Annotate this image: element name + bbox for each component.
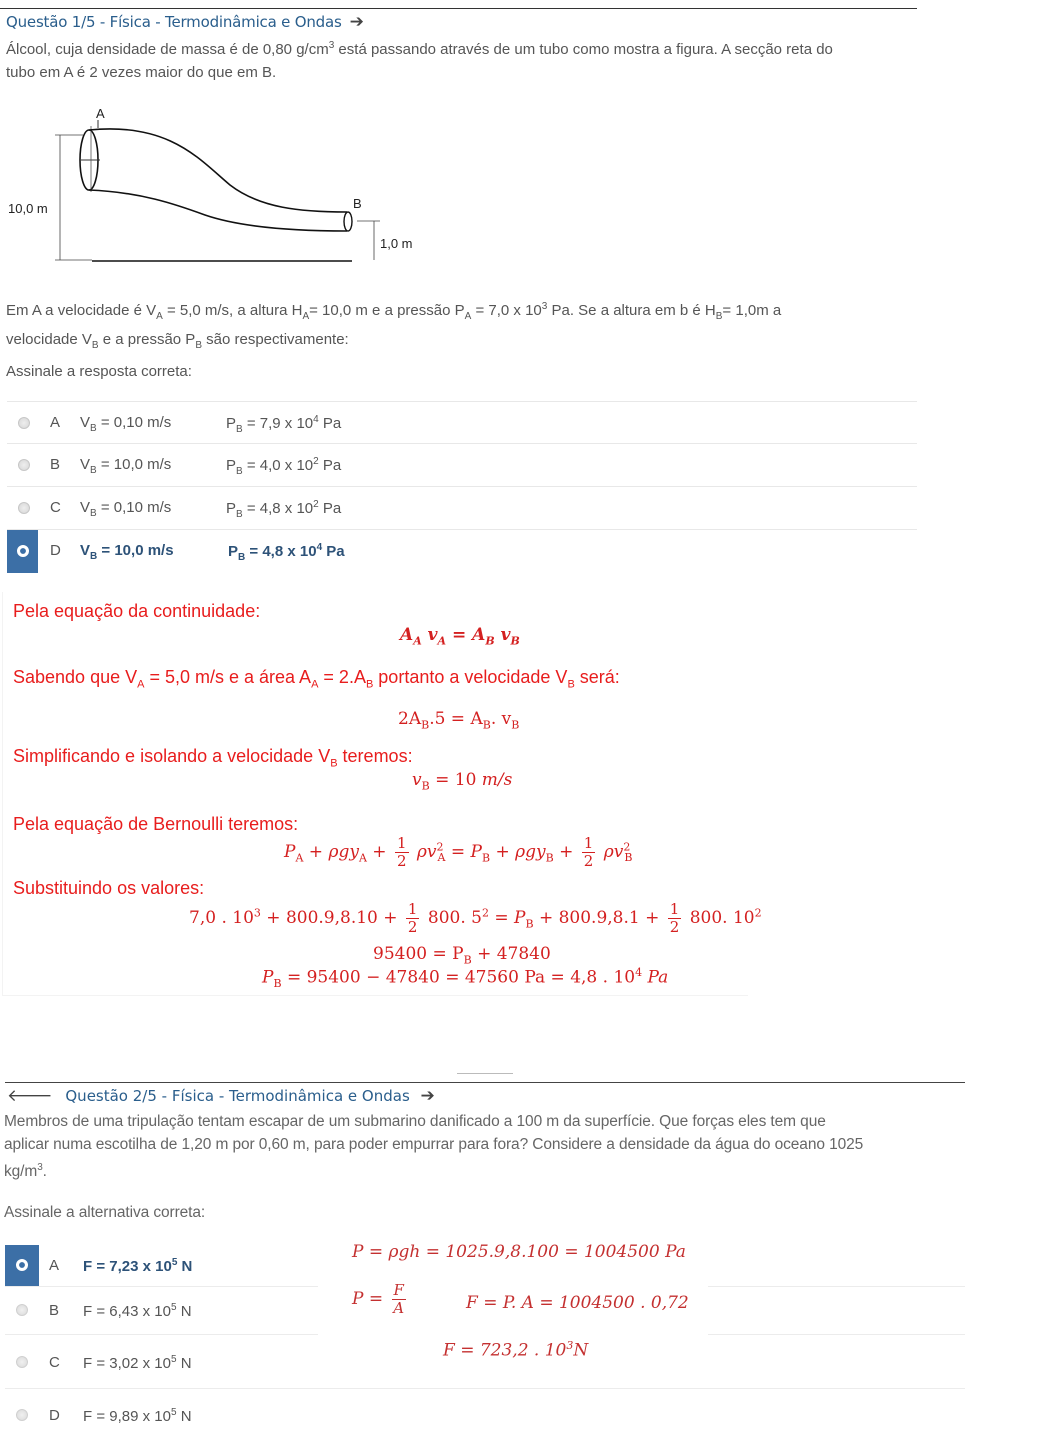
option-force — [83, 1302, 192, 1320]
force-unit: N — [176, 1355, 192, 1372]
eq-part: ρv — [411, 842, 437, 862]
option-velocity — [80, 542, 174, 562]
q2-option-d[interactable] — [5, 1389, 965, 1439]
text: Sabendo que V — [13, 667, 138, 687]
stem-text: = 1,0m a — [722, 302, 782, 319]
eq-part: P — [262, 967, 274, 988]
text: Simplificando e isolando a velocidade V — [13, 746, 331, 766]
fraction — [406, 901, 420, 936]
stem-text: = 5,0 m/s, a altura H — [162, 302, 303, 319]
numerator: F — [393, 1281, 404, 1299]
option-force — [83, 1407, 192, 1425]
intro-line: Membros de uma tripulação tentam escapar de um submarino danificado a 100 m da superfície. Que forças eles tem que — [4, 1113, 826, 1130]
eq-part: + — [366, 842, 392, 862]
force-sup: 5 — [170, 1407, 177, 1418]
question-1-intro — [6, 34, 916, 84]
option-a[interactable] — [7, 401, 917, 444]
eq-part: 800. 10 — [684, 908, 755, 928]
equation-vb — [412, 770, 512, 792]
eq-part: + — [553, 842, 579, 862]
intro-text-2: está passando através de um tubo como mostra a figura. A secção reta do — [334, 41, 833, 58]
equation-step-2 — [373, 944, 551, 966]
eq-part: = 10 — [429, 770, 482, 790]
eq-sub: A — [413, 634, 422, 648]
top-divider — [0, 8, 917, 9]
eq-sub: B — [525, 917, 534, 931]
numerator: 1 — [583, 834, 594, 852]
question-2-divider — [5, 1082, 965, 1083]
p-symbol: P — [226, 457, 237, 474]
eq-sub: B — [463, 953, 472, 967]
p-sub: B — [236, 509, 243, 520]
p-sup: 4 — [316, 542, 323, 553]
p-sub: B — [238, 552, 246, 563]
option-pressure — [228, 542, 345, 563]
p-unit: Pa — [322, 543, 345, 560]
intro-text: Álcool, cuja densidade de massa é de 0,80 g/cm — [6, 41, 329, 58]
figure-label-b: B — [353, 196, 362, 211]
sub: B — [365, 678, 374, 691]
equation-force: F = P. A = 1004500 . 0,72 — [466, 1293, 689, 1313]
radio-button[interactable] — [16, 1409, 28, 1421]
p-sup: 2 — [313, 499, 319, 510]
equation-continuity — [400, 625, 520, 647]
radio-button-selected[interactable] — [16, 1259, 28, 1271]
stem-text: = 7,0 x 10 — [471, 302, 542, 319]
solution-heading-knowing — [13, 667, 620, 691]
question-1-prompt: Assinale a resposta correta: — [6, 363, 192, 380]
radio-button[interactable] — [18, 459, 30, 471]
p-value: = 7,9 x 10 — [242, 415, 314, 432]
eq-part: + ρgy — [303, 842, 359, 862]
eq-part: N — [573, 1340, 589, 1361]
text: teremos: — [337, 746, 413, 766]
eq-sub: B — [421, 718, 430, 732]
fraction — [395, 835, 409, 870]
figure-label-a: A — [96, 106, 105, 121]
equation-pressure: P = ρgh = 1025.9,8.100 = 1004500 Pa — [352, 1242, 686, 1262]
equation-substitution-1 — [398, 709, 519, 731]
v-value: = 10,0 m/s — [97, 542, 174, 559]
denominator: A — [393, 1299, 405, 1317]
page-mark — [457, 1073, 513, 1074]
v-value: = 0,10 m/s — [96, 414, 172, 431]
stem-text: e a pressão P — [98, 331, 196, 348]
eq-part: m/s — [481, 770, 513, 790]
eq-part: = A — [446, 625, 486, 645]
sub: B — [567, 678, 575, 691]
pipe-top-wall — [89, 129, 347, 212]
question-1-title-text: Questão 1/5 - Física - Termodinâmica e Ondas — [6, 13, 342, 31]
eq-part: = P — [445, 842, 482, 862]
v-sub: B — [90, 508, 97, 519]
radio-button-selected[interactable] — [17, 545, 29, 557]
solution-heading-substitute: Substituindo os valores: — [13, 878, 205, 898]
option-letter: C — [49, 1354, 60, 1371]
force-unit: N — [176, 1303, 192, 1320]
option-letter: A — [50, 414, 61, 431]
solution-heading-bernoulli: Pela equação de Bernoulli teremos: — [13, 814, 299, 834]
eq-sub: A — [437, 851, 446, 865]
option-b[interactable] — [7, 444, 917, 487]
option-letter: C — [50, 499, 61, 516]
force-sup: 5 — [171, 1257, 178, 1268]
option-letter: B — [50, 456, 61, 473]
text: = 5,0 m/s e a área A — [144, 667, 312, 687]
eq-part: . v — [490, 709, 512, 729]
eq-part: v — [412, 770, 422, 790]
question-2-prompt: Assinale a alternativa correta: — [4, 1204, 206, 1221]
prev-arrow-icon[interactable]: 🡐 — [7, 1086, 53, 1106]
eq-sup: 3 — [566, 1339, 574, 1352]
option-force — [83, 1257, 192, 1275]
eq-part: Pa — [642, 967, 669, 988]
option-pressure — [226, 499, 341, 520]
p-unit: Pa — [318, 457, 342, 474]
p-sub: B — [236, 466, 243, 477]
eq-sub: B — [481, 851, 491, 865]
eq-part: F = 723,2 . 10 — [443, 1340, 567, 1361]
stem-sub: A — [464, 311, 472, 322]
question-2-title-text: Questão 2/5 - Física - Termodinâmica e Ondas — [65, 1087, 410, 1105]
fraction — [392, 1282, 406, 1317]
stem-text: Em A a velocidade é V — [6, 302, 157, 319]
p-value: = 4,8 x 10 — [242, 500, 314, 517]
eq-part: P = — [352, 1289, 389, 1309]
v-symbol: V — [80, 499, 91, 516]
radio-button[interactable] — [18, 502, 30, 514]
sub: B — [330, 757, 338, 770]
v-sub: B — [90, 423, 97, 434]
pipe-figure — [0, 100, 440, 275]
option-velocity — [80, 499, 171, 519]
sub: A — [137, 678, 145, 691]
v-symbol: V — [80, 414, 91, 431]
numerator: 1 — [396, 834, 407, 852]
solution-heading-simplify — [13, 746, 413, 770]
next-arrow-icon[interactable]: ➔ — [349, 12, 364, 32]
question-1-title — [6, 12, 364, 32]
stem-text: são respectivamente: — [201, 331, 349, 348]
stem-sub: A — [156, 311, 163, 322]
eq-part: v — [421, 625, 438, 645]
numerator: 1 — [669, 900, 680, 918]
eq-sup: 2 — [481, 906, 489, 920]
stem-sub: B — [715, 311, 723, 322]
option-letter: B — [49, 1302, 60, 1319]
equation-bernoulli-values — [189, 901, 762, 936]
question-2-intro — [4, 1110, 1004, 1183]
eq-sup: 3 — [253, 906, 261, 920]
p-value: = 4,0 x 10 — [242, 457, 314, 474]
stem-text: Pa. Se a altura em b é H — [547, 302, 716, 319]
equation-result — [262, 966, 668, 990]
figure-height-a: 10,0 m — [8, 201, 48, 216]
eq-sub: B — [273, 977, 282, 991]
option-letter: D — [49, 1407, 60, 1424]
v-sub: B — [90, 551, 98, 562]
eq-sup: 2 — [754, 906, 762, 920]
eq-part: A — [400, 625, 414, 645]
denominator: 2 — [396, 852, 407, 870]
option-velocity — [80, 414, 171, 434]
eq-part: + 47840 — [471, 944, 551, 964]
eq-part: 95400 = P — [373, 944, 464, 964]
eq-part: + ρgy — [490, 842, 546, 862]
eq-sub: A — [358, 851, 367, 865]
p-unit: Pa — [318, 500, 342, 517]
numerator: 1 — [407, 900, 418, 918]
denominator: 2 — [669, 918, 680, 936]
force-unit: N — [176, 1408, 192, 1425]
radio-button[interactable] — [16, 1304, 28, 1316]
eq-part: = P — [488, 908, 526, 928]
force-value: F = 6,43 x 10 — [83, 1303, 171, 1320]
v-symbol: V — [80, 456, 91, 473]
equation-force-result — [443, 1339, 588, 1361]
eq-part: v — [494, 625, 511, 645]
stem-sub: B — [195, 340, 202, 351]
option-pressure — [226, 414, 341, 435]
force-value: F = 3,02 x 10 — [83, 1355, 171, 1372]
force-value: F = 7,23 x 10 — [83, 1258, 172, 1275]
text: será: — [574, 667, 620, 687]
text: = 2.A — [318, 667, 366, 687]
equation-bernoulli — [284, 835, 632, 870]
next-arrow-icon[interactable]: ➔ — [420, 1086, 435, 1106]
option-letter: A — [49, 1257, 60, 1274]
eq-sub: B — [510, 634, 520, 648]
p-sup: 2 — [313, 456, 319, 467]
eq-sub: B — [545, 851, 554, 865]
denominator: 2 — [583, 852, 594, 870]
eq-sub: B — [485, 634, 495, 648]
eq-sup: 2 — [436, 840, 444, 854]
eq-sub: B — [624, 851, 633, 865]
option-velocity — [80, 456, 171, 476]
eq-part: + 800.9,8.1 + — [533, 908, 665, 928]
force-sup: 5 — [170, 1302, 177, 1313]
eq-part: 7,0 . 10 — [189, 908, 254, 928]
intro-sup: 3 — [328, 40, 335, 51]
denominator: 2 — [407, 918, 418, 936]
eq-part: .5 = A — [429, 709, 483, 729]
intro-sup: 3 — [37, 1162, 43, 1173]
stem-sub: B — [91, 340, 99, 351]
v-value: = 0,10 m/s — [96, 499, 172, 516]
intro-line: aplicar numa escotilha de 1,20 m por 0,60 m, para poder empurrar para fora? Considere a densidade da água do oceano 1025 — [4, 1136, 864, 1153]
option-d[interactable] — [7, 530, 917, 573]
figure-height-b: 1,0 m — [380, 236, 413, 251]
eq-part: 2A — [398, 709, 422, 729]
p-sup: 4 — [313, 414, 319, 425]
eq-sub: B — [421, 779, 430, 793]
eq-sub: A — [437, 634, 447, 648]
p-symbol: P — [226, 500, 237, 517]
eq-sub: B — [511, 718, 520, 732]
p-symbol: P — [228, 543, 239, 560]
eq-sup: 4 — [635, 966, 643, 979]
fraction — [668, 901, 682, 936]
text: portanto a velocidade V — [373, 667, 568, 687]
intro-line: . — [42, 1163, 47, 1181]
eq-sup: 2 — [623, 840, 631, 854]
pipe-section-b — [344, 212, 352, 231]
eq-part: ρv — [598, 842, 624, 862]
eq-sub: B — [482, 718, 491, 732]
v-symbol: V — [80, 542, 91, 559]
p-value: = 4,8 x 10 — [245, 543, 317, 560]
p-unit: Pa — [318, 415, 342, 432]
option-letter: D — [50, 542, 61, 559]
radio-button[interactable] — [16, 1356, 28, 1368]
option-pressure — [226, 456, 341, 477]
radio-button[interactable] — [18, 417, 30, 429]
force-sup: 5 — [170, 1354, 177, 1365]
eq-part: + 800.9,8.10 + — [260, 908, 403, 928]
p-sub: B — [236, 424, 243, 435]
eq-sub: A — [295, 851, 304, 865]
question-2-title — [7, 1086, 435, 1106]
fraction — [582, 835, 596, 870]
stem-sub: A — [302, 311, 310, 322]
option-force — [83, 1354, 192, 1372]
stem-text: velocidade V — [6, 331, 92, 348]
solution-heading-continuity: Pela equação da continuidade: — [13, 601, 261, 621]
intro-text-3: tubo em A é 2 vezes maior do que em B. — [6, 64, 277, 81]
v-value: = 10,0 m/s — [96, 456, 172, 473]
stem-sup: 3 — [541, 301, 548, 312]
eq-part: = 95400 − 47840 = 47560 Pa = 4,8 . 10 — [281, 967, 636, 988]
force-value: F = 9,89 x 10 — [83, 1408, 171, 1425]
question-1-stem — [6, 295, 916, 357]
sub: A — [311, 678, 319, 691]
v-sub: B — [90, 465, 97, 476]
equation-pressure-force — [352, 1282, 409, 1317]
eq-part: 800. 5 — [422, 908, 482, 928]
force-unit: N — [177, 1258, 193, 1275]
eq-part: P — [284, 842, 296, 862]
p-symbol: P — [226, 415, 237, 432]
option-c[interactable] — [7, 487, 917, 530]
intro-line: kg/m — [4, 1163, 38, 1181]
stem-text: = 10,0 m e a pressão P — [309, 302, 465, 319]
